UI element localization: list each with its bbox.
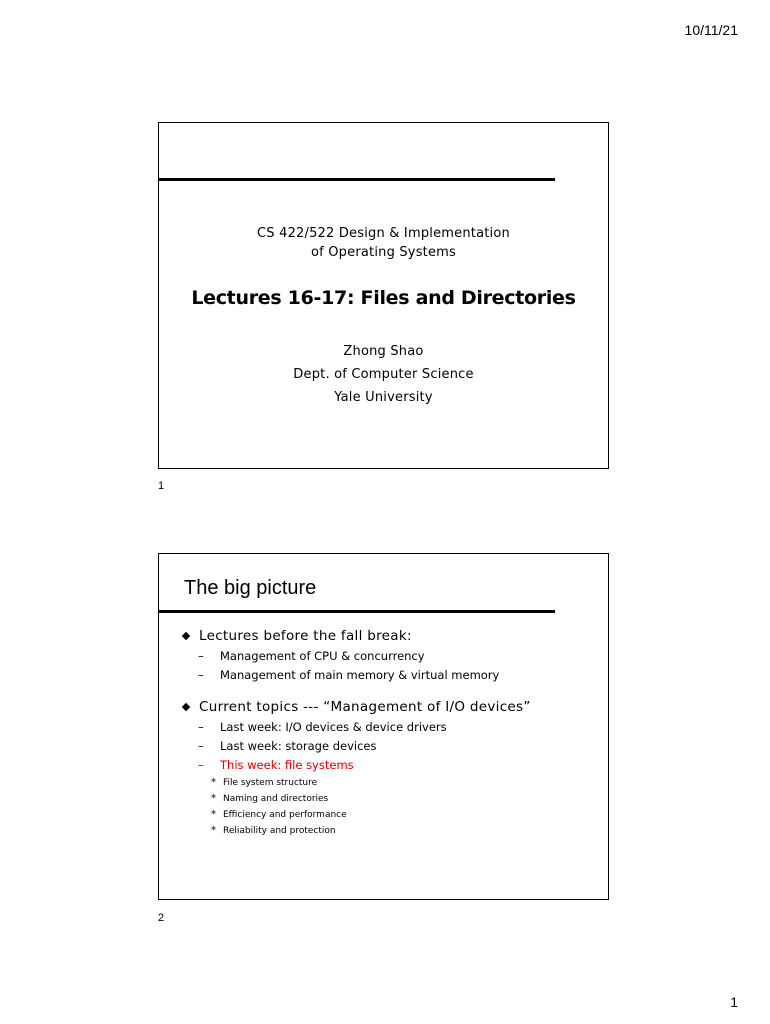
course-line-1: CS 422/522 Design & Implementation — [257, 226, 510, 241]
bullet-text: Current topics --- “Management of I/O devices” — [199, 699, 531, 715]
lecture-title: Lectures 16-17: Files and Directories — [191, 287, 576, 309]
bullet-item — [181, 628, 598, 644]
slide-1 — [158, 122, 609, 469]
sub-sub-item: * Reliability and protection — [211, 823, 598, 839]
course-line-2: of Operating Systems — [310, 245, 457, 260]
sub-item: – Management of CPU & concurrency — [198, 647, 598, 666]
sub-item-highlighted: – This week: file systems — [198, 756, 598, 775]
title-rule — [159, 610, 555, 613]
sub-item: – Last week: storage devices — [198, 737, 598, 756]
author-block — [159, 340, 608, 409]
university: Yale University — [334, 390, 433, 405]
department: Dept. of Computer Science — [293, 367, 474, 382]
sub-list — [181, 718, 598, 775]
sub-sub-item: * Naming and directories — [211, 791, 598, 807]
slide-content — [181, 628, 598, 839]
sub-item: – Management of main memory & virtual memory — [198, 666, 598, 685]
slide-number-2: 2 — [158, 912, 165, 924]
sub-sub-list — [181, 775, 598, 839]
sub-sub-item: * Efficiency and performance — [211, 807, 598, 823]
author-name: Zhong Shao — [343, 344, 424, 359]
slide-number-1: 1 — [158, 480, 165, 492]
sub-item: – Last week: I/O devices & device drivers — [198, 718, 598, 737]
title-rule — [159, 178, 555, 181]
print-date: 10/11/21 — [684, 22, 738, 38]
slide-title: The big picture — [184, 577, 317, 599]
bullet-text: Lectures before the fall break: — [199, 628, 412, 644]
slide-2 — [158, 553, 609, 900]
diamond-bullet-icon — [182, 632, 190, 640]
sub-list — [181, 647, 598, 685]
diamond-bullet-icon — [182, 703, 190, 711]
course-name — [159, 224, 608, 262]
page-number: 1 — [730, 994, 738, 1010]
bullet-item — [181, 699, 598, 715]
sub-sub-item: * File system structure — [211, 775, 598, 791]
